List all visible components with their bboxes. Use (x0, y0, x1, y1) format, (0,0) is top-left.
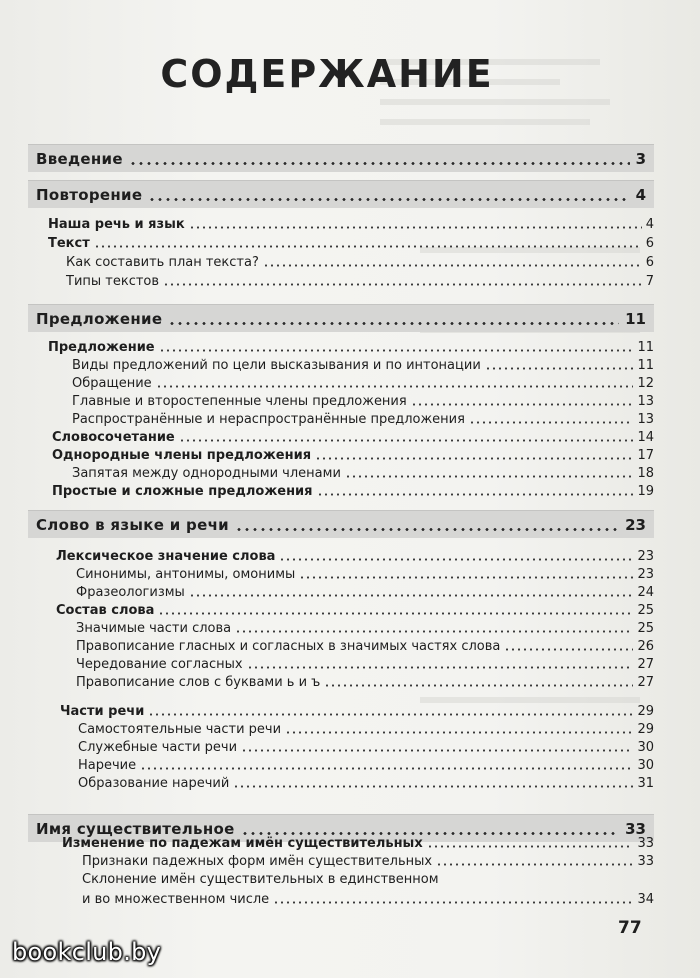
leader-dots (411, 403, 634, 406)
entry-page: 18 (637, 466, 654, 481)
entry-page: 29 (637, 722, 654, 737)
toc-entry[interactable] (72, 356, 654, 373)
entry-label: Запятая между однородными членами (72, 466, 341, 481)
toc-entry[interactable] (48, 234, 654, 251)
leader-dots (158, 612, 633, 615)
toc-entry[interactable] (72, 374, 654, 391)
entry-label: Состав слова (56, 603, 155, 618)
entry-label: Простые и сложные предложения (52, 484, 313, 499)
entry-label: Чередование согласных (76, 657, 243, 672)
toc-entry[interactable] (72, 392, 654, 409)
section-label: Слово в языке и речи (36, 516, 229, 534)
watermark-text: bookclub.by (12, 938, 162, 966)
toc-entry[interactable] (82, 870, 654, 887)
leader-dots (163, 283, 642, 286)
toc-entry[interactable] (76, 565, 654, 582)
leader-dots (427, 845, 634, 848)
toc-entry[interactable] (76, 583, 654, 600)
entry-page: 31 (637, 776, 654, 791)
toc-entry[interactable] (52, 428, 654, 445)
toc-entry[interactable] (78, 756, 654, 773)
section-introduction[interactable] (28, 144, 654, 172)
section-page: 4 (635, 186, 646, 204)
entry-page: 12 (637, 376, 654, 391)
entry-label: Наша речь и язык (48, 217, 185, 232)
leader-dots (94, 245, 642, 248)
leader-dots (263, 264, 642, 267)
toc-entry[interactable] (78, 720, 654, 737)
entry-page: 19 (637, 484, 654, 499)
section-label: Имя существительное (36, 820, 235, 838)
section-page: 11 (625, 310, 646, 328)
section-page: 33 (625, 820, 646, 838)
toc-entry[interactable] (82, 852, 654, 869)
entry-label: Как составить план текста? (66, 255, 259, 270)
entry-page: 33 (637, 854, 654, 869)
leader-dots (179, 439, 634, 442)
leader-dots (299, 576, 633, 579)
entry-page: 7 (645, 274, 654, 289)
entry-page: 11 (637, 358, 654, 373)
entry-label: Предложение (48, 340, 155, 355)
entry-page: 24 (637, 585, 654, 600)
entry-page: 25 (637, 621, 654, 636)
page-number: 77 (618, 918, 642, 938)
toc-entry[interactable] (56, 601, 654, 618)
leader-dots (168, 322, 619, 325)
entry-label: Главные и второстепенные члены предложения (72, 394, 407, 409)
entry-label: Правописание гласных и согласных в значимых частях слова (76, 639, 501, 654)
entry-label: Части речи (60, 704, 145, 719)
toc-entry[interactable] (56, 547, 654, 564)
entry-label: Правописание слов с буквами ь и ъ (76, 675, 321, 690)
leader-dots (273, 901, 633, 904)
entry-label: Однородные члены предложения (52, 448, 312, 463)
entry-label: Типы текстов (66, 274, 160, 289)
entry-label: Лексическое значение слова (56, 549, 276, 564)
leader-dots (247, 666, 634, 669)
leader-dots (485, 367, 634, 370)
entry-label: и во множественном числе (82, 892, 270, 907)
toc-entry[interactable] (78, 738, 654, 755)
toc-entry[interactable] (66, 253, 654, 270)
section-page: 3 (635, 150, 646, 168)
section-sentence[interactable] (28, 304, 654, 332)
toc-entry[interactable] (76, 655, 654, 672)
entry-label: Признаки падежных форм имён существительных (82, 854, 433, 869)
leader-dots (279, 558, 633, 561)
toc-entry[interactable] (72, 410, 654, 427)
entry-page: 27 (637, 675, 654, 690)
entry-page: 26 (637, 639, 654, 654)
toc-entry[interactable] (76, 673, 654, 690)
toc-entry[interactable] (76, 637, 654, 654)
section-page: 23 (625, 516, 646, 534)
section-label: Предложение (36, 310, 163, 328)
toc-entry[interactable] (52, 446, 654, 463)
entry-page: 25 (637, 603, 654, 618)
leader-dots (140, 767, 633, 770)
leader-dots (241, 749, 633, 752)
entry-label: Распространённые и нераспространённые предложения (72, 412, 465, 427)
entry-page: 29 (637, 704, 654, 719)
entry-page: 27 (637, 657, 654, 672)
entry-page: 6 (645, 236, 654, 251)
entry-page: 6 (645, 255, 654, 270)
entry-label: Значимые части слова (76, 621, 232, 636)
toc-entry[interactable] (76, 619, 654, 636)
toc-entry[interactable] (48, 215, 654, 232)
entry-page: 34 (637, 892, 654, 907)
leader-dots (504, 648, 633, 651)
entry-label: Словосочетание (52, 430, 175, 445)
entry-label: Текст (48, 236, 90, 251)
toc-entry[interactable] (52, 482, 654, 499)
leader-dots (235, 528, 619, 531)
entry-page: 11 (637, 340, 654, 355)
entry-page: 13 (637, 394, 654, 409)
entry-label: Самостоятельные части речи (78, 722, 282, 737)
entry-label: Склонение имён существительных в единственном (82, 872, 439, 887)
leader-dots (148, 198, 629, 201)
section-label: Введение (36, 150, 123, 168)
entry-label: Изменение по падежам имён существительных (62, 836, 423, 851)
entry-page: 14 (637, 430, 654, 445)
entry-label: Фразеологизмы (76, 585, 185, 600)
toc-entry[interactable] (72, 464, 654, 481)
entry-page: 23 (637, 549, 654, 564)
entry-label: Синонимы, антонимы, омонимы (76, 567, 296, 582)
entry-page: 33 (637, 836, 654, 851)
entry-page: 30 (637, 758, 654, 773)
toc-entry[interactable] (48, 338, 654, 355)
leader-dots (315, 457, 633, 460)
entry-page: 13 (637, 412, 654, 427)
toc-entry[interactable] (78, 774, 654, 791)
leader-dots (148, 713, 633, 716)
entry-label: Служебные части речи (78, 740, 238, 755)
leader-dots (189, 226, 642, 229)
leader-dots (129, 162, 630, 165)
section-word-in-language[interactable] (28, 510, 654, 538)
page-title: СОДЕРЖАНИЕ (160, 52, 494, 96)
entry-label: Образование наречий (78, 776, 230, 791)
entry-label: Обращение (72, 376, 152, 391)
leader-dots (156, 385, 634, 388)
entry-page: 17 (637, 448, 654, 463)
toc-entry[interactable] (62, 834, 654, 851)
leader-dots (436, 863, 633, 866)
section-label: Повторение (36, 186, 143, 204)
entry-page: 4 (645, 217, 654, 232)
leader-dots (317, 493, 634, 496)
section-review[interactable] (28, 180, 654, 208)
leader-dots (345, 475, 634, 478)
leader-dots (285, 731, 633, 734)
toc-entry[interactable] (66, 272, 654, 289)
toc-entry[interactable] (60, 702, 654, 719)
entry-page: 23 (637, 567, 654, 582)
leader-dots (233, 785, 633, 788)
entry-label: Наречие (78, 758, 137, 773)
entry-label: Виды предложений по цели высказывания и по интонации (72, 358, 481, 373)
leader-dots (324, 684, 633, 687)
leader-dots (159, 349, 634, 352)
leader-dots (189, 594, 634, 597)
toc-entry[interactable] (82, 890, 654, 907)
leader-dots (235, 630, 633, 633)
leader-dots (469, 421, 634, 424)
entry-page: 30 (637, 740, 654, 755)
